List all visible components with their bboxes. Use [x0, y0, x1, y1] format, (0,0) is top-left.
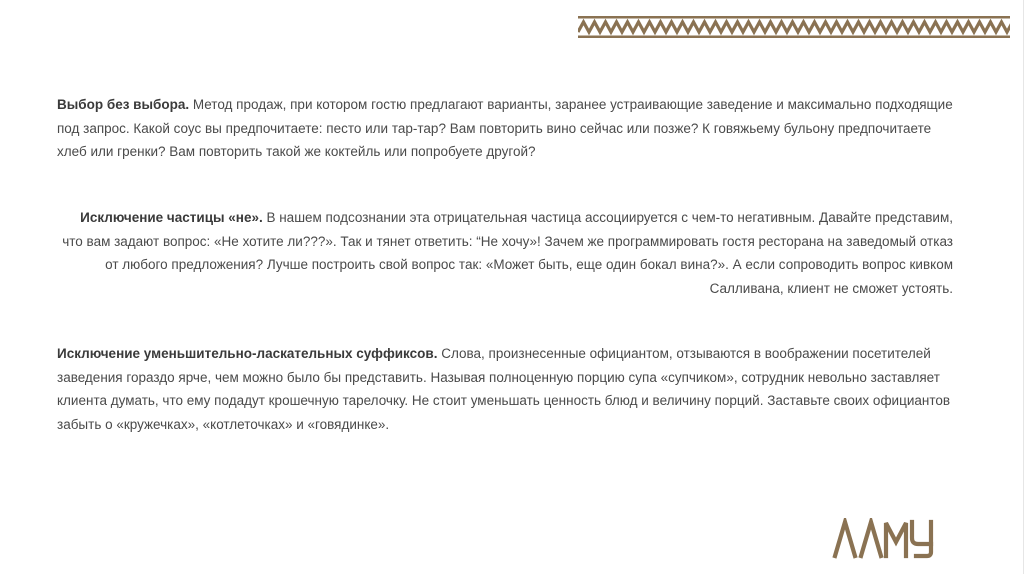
paragraph-exclude-particle-ne	[60, 206, 953, 300]
paragraph-heading: Исключение уменьшительно-ласкательных суффиксов.	[57, 346, 438, 361]
paragraph-body: Слова, произнесенные официантом, отзываются в воображении посетителей заведения гораздо ярче, чем можно было бы представить. Называя полноценную порцию супа «супчиком», сотрудник невольно заставляет клиента думать, что ему подадут крошечную тарелочку. Не стоит уменьшать ценность блюд и величину порций. Заставьте своих официантов забыть о «кружечках», «котлеточках» и «говядинке».	[57, 346, 951, 432]
paragraph-body: В нашем подсознании эта отрицательная частица ассоциируется с чем-то негативным. Давайте представим, что вам задают вопрос: «Не хотите ли???». Так и тянет ответить: “Не хочу»! Зачем же программировать гостя ресторана на заведомый отказ от любого предложения? Лучше построить свой вопрос так: «Может быть, еще один бокал вина?». А если сопроводить вопрос кивком Салливана, клиент не сможет устоять.	[62, 210, 953, 296]
zigzag-ornament-icon	[578, 16, 1010, 38]
paragraph-exclude-diminutive-suffixes	[57, 342, 957, 436]
paragraph-body: Метод продаж, при котором гостю предлагают варианты, заранее устраивающие заведение и максимально подходящие под запрос. Какой соус вы предпочитаете: песто или тар-тар? Вам повторить вино сейчас или позже? К говяжьему бульону предпочитаете хлеб или гренки? Вам повторить такой же коктейль или попробуете другой?	[57, 97, 953, 159]
paragraph-choice-without-choice	[57, 93, 957, 164]
paragraph-heading: Выбор без выбора.	[57, 97, 190, 112]
paragraph-heading: Исключение частицы «не».	[80, 210, 263, 225]
lamu-logo-icon	[832, 518, 936, 560]
